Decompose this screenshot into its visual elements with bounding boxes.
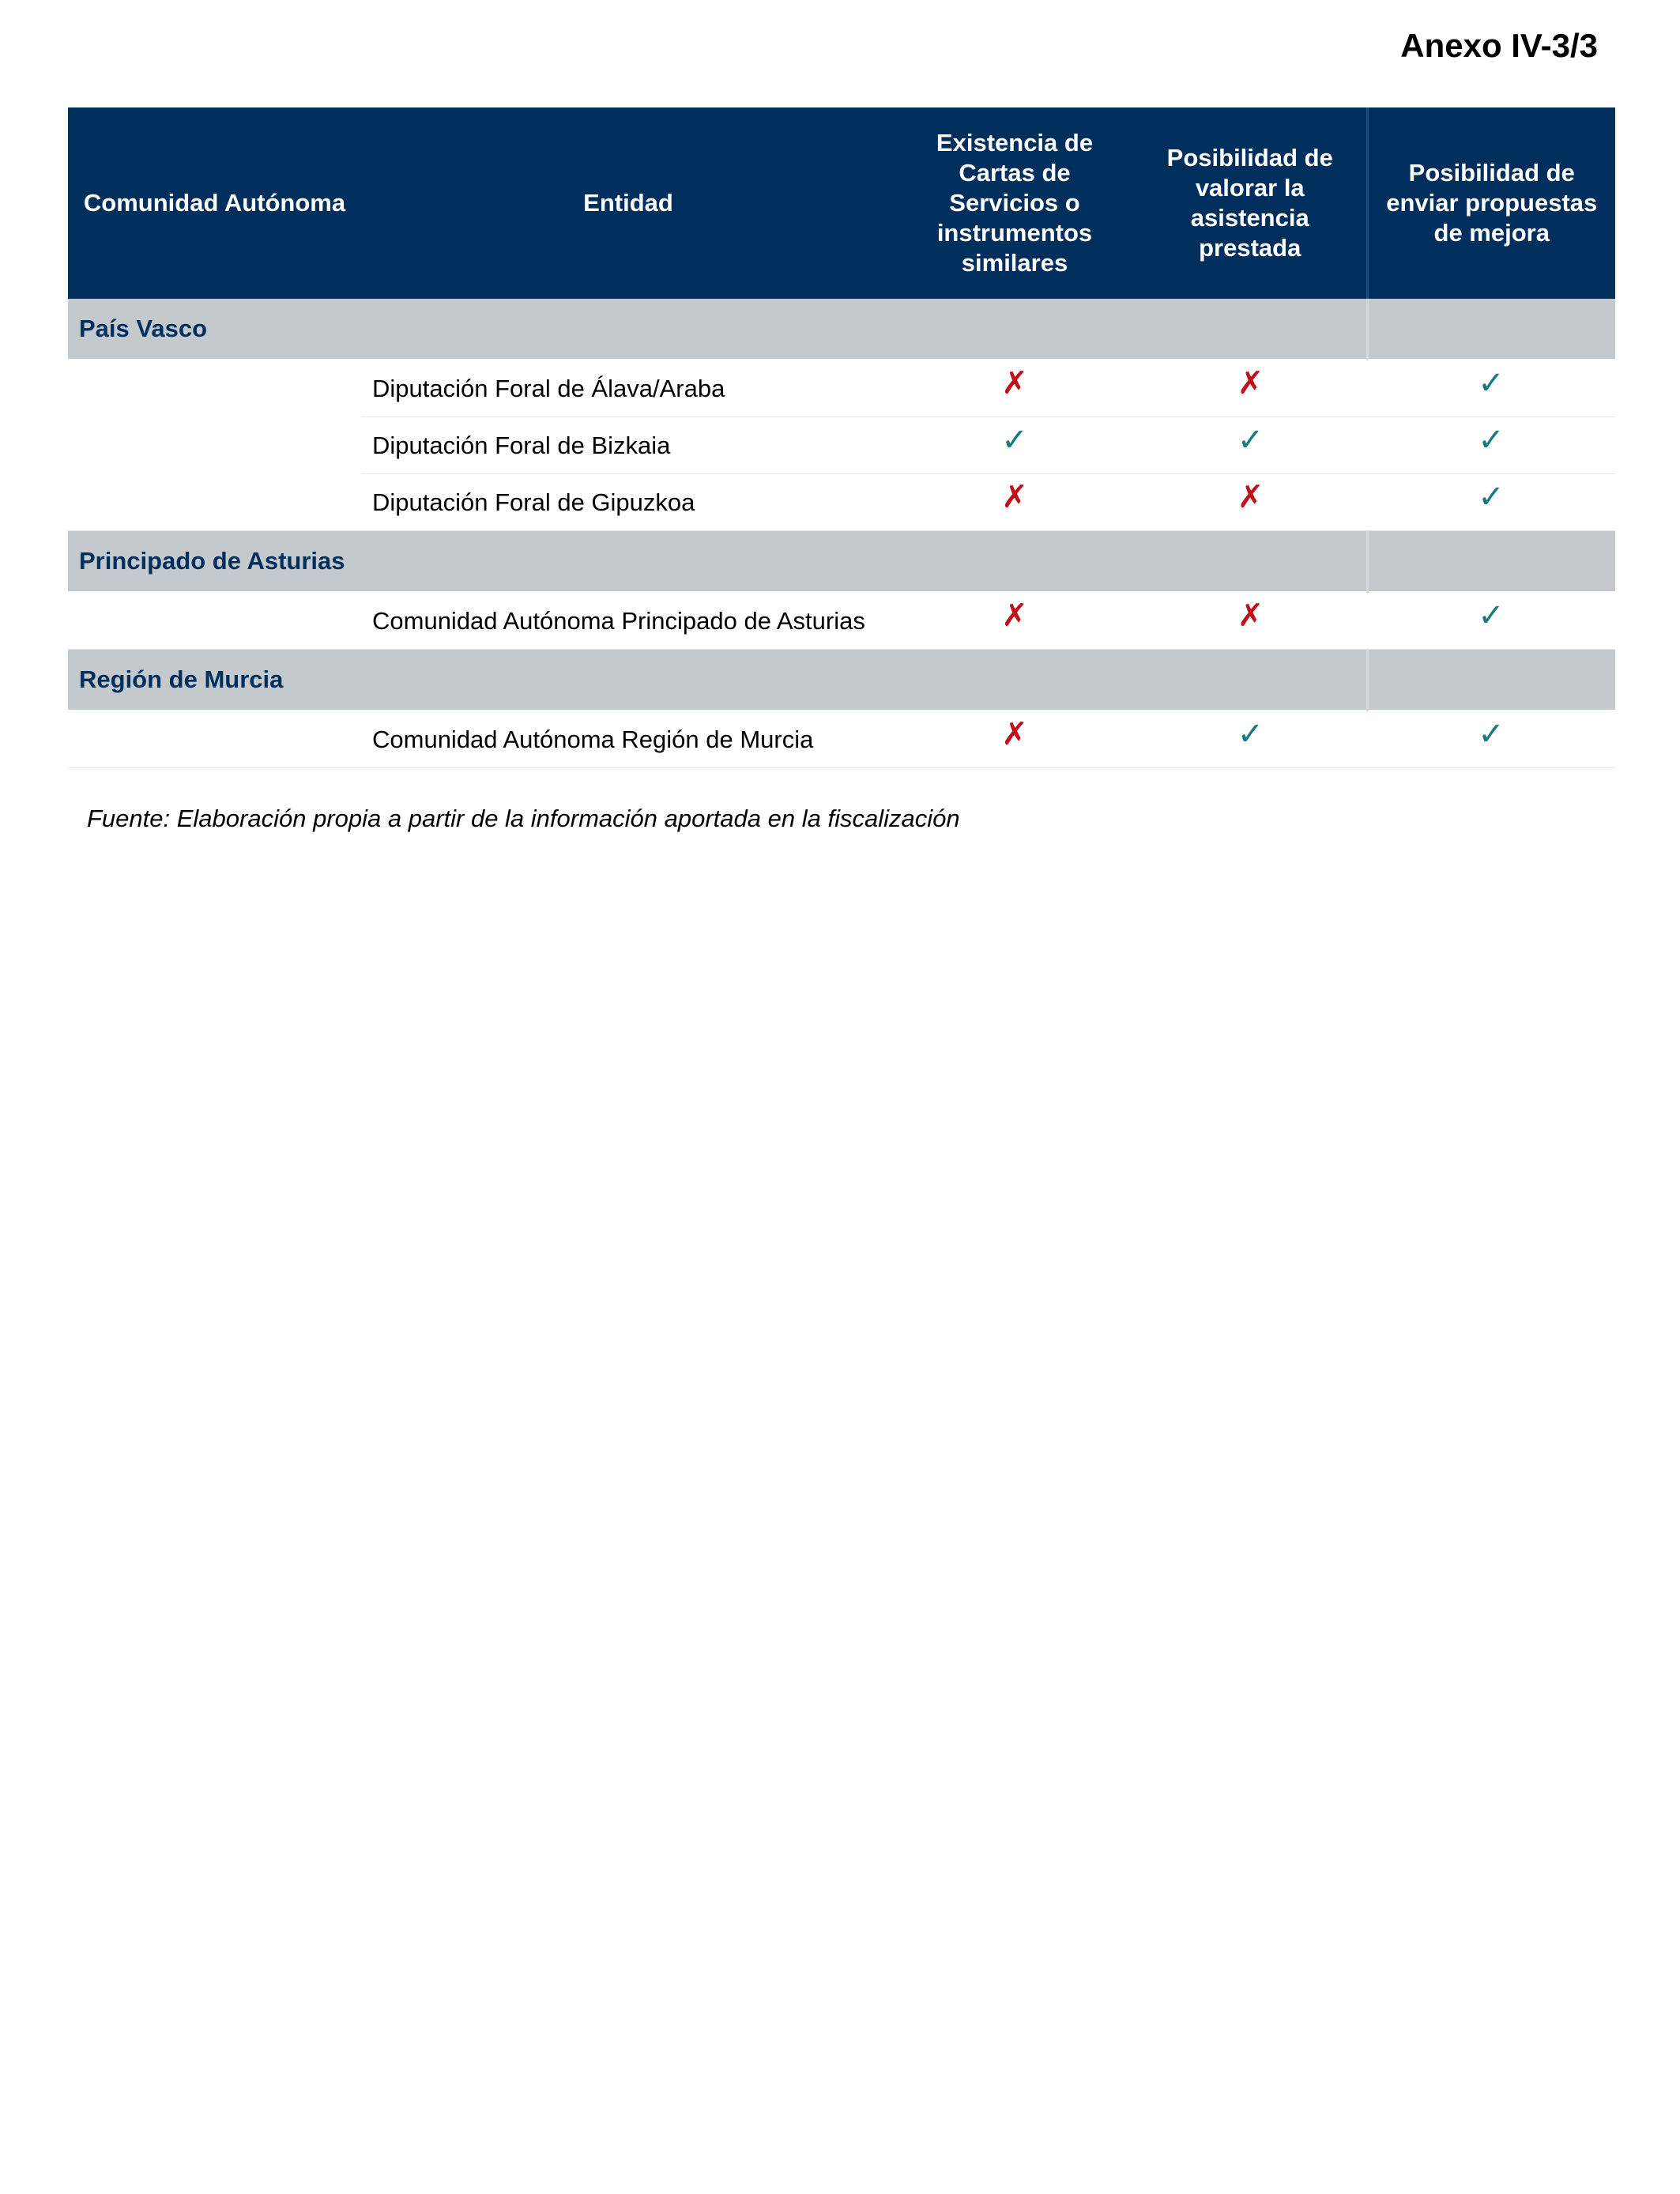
entity-name: Diputación Foral de Álava/Araba xyxy=(361,360,895,417)
status-cell xyxy=(1367,417,1615,474)
table-row xyxy=(68,592,1615,650)
cross-icon: ✗ xyxy=(1237,598,1264,634)
table-row xyxy=(68,474,1615,531)
services-table xyxy=(68,107,1615,768)
status-cell xyxy=(895,360,1134,417)
table-row xyxy=(68,417,1615,474)
status-cell xyxy=(895,474,1134,531)
status-cell xyxy=(1367,592,1615,650)
group-gap-cell xyxy=(1367,650,1615,711)
comunidad-empty-cell xyxy=(68,417,361,474)
header-comunidad: Comunidad Autónoma xyxy=(68,107,361,299)
cross-icon: ✗ xyxy=(1001,598,1028,634)
cross-icon: ✗ xyxy=(1001,716,1028,752)
status-cell xyxy=(1367,711,1615,768)
group-name: Región de Murcia xyxy=(68,650,1367,711)
cross-icon: ✗ xyxy=(1237,365,1264,401)
status-cell xyxy=(1134,417,1367,474)
group-name: Principado de Asturias xyxy=(68,531,1367,593)
entity-name: Diputación Foral de Bizkaia xyxy=(361,417,895,474)
group-name: País Vasco xyxy=(68,299,1367,360)
group-gap-cell xyxy=(1367,531,1615,593)
check-icon: ✓ xyxy=(1478,365,1505,401)
check-icon: ✓ xyxy=(1478,479,1505,515)
header-row xyxy=(68,107,1615,299)
status-cell xyxy=(895,711,1134,768)
group-row xyxy=(68,650,1615,711)
header-propuestas-mejora: Posibilidad de enviar propuestas de mejora xyxy=(1367,107,1615,299)
entity-name: Diputación Foral de Gipuzkoa xyxy=(361,474,895,531)
check-icon: ✓ xyxy=(1478,422,1505,458)
status-cell xyxy=(1134,474,1367,531)
status-cell xyxy=(1367,360,1615,417)
group-row xyxy=(68,531,1615,593)
header-entidad: Entidad xyxy=(361,107,895,299)
status-cell xyxy=(1134,360,1367,417)
status-cell xyxy=(1134,592,1367,650)
comunidad-empty-cell xyxy=(68,592,361,650)
cross-icon: ✗ xyxy=(1237,479,1264,515)
check-icon: ✓ xyxy=(1001,422,1028,458)
cross-icon: ✗ xyxy=(1001,365,1028,401)
table-body xyxy=(68,299,1615,768)
check-icon: ✓ xyxy=(1478,598,1505,634)
header-cartas-servicios: Existencia de Cartas de Servicios o instrumentos similares xyxy=(895,107,1134,299)
status-cell xyxy=(1367,474,1615,531)
table-row xyxy=(68,711,1615,768)
status-cell xyxy=(1134,711,1367,768)
check-icon: ✓ xyxy=(1237,422,1264,458)
header-valorar-asistencia: Posibilidad de valorar la asistencia prestada xyxy=(1134,107,1367,299)
comunidad-empty-cell xyxy=(68,360,361,417)
source-note: Fuente: Elaboración propia a partir de la información aportada en la fiscalización xyxy=(87,805,960,832)
table-row xyxy=(68,360,1615,417)
status-cell xyxy=(895,417,1134,474)
check-icon: ✓ xyxy=(1237,716,1264,752)
group-gap-cell xyxy=(1367,299,1615,360)
cross-icon: ✗ xyxy=(1001,479,1028,515)
status-cell xyxy=(895,592,1134,650)
entity-name: Comunidad Autónoma Principado de Asturias xyxy=(361,592,895,650)
group-row xyxy=(68,299,1615,360)
comunidad-empty-cell xyxy=(68,474,361,531)
check-icon: ✓ xyxy=(1478,716,1505,752)
comunidad-empty-cell xyxy=(68,711,361,768)
annex-title: Anexo IV-3/3 xyxy=(1400,27,1598,64)
entity-name: Comunidad Autónoma Región de Murcia xyxy=(361,711,895,768)
